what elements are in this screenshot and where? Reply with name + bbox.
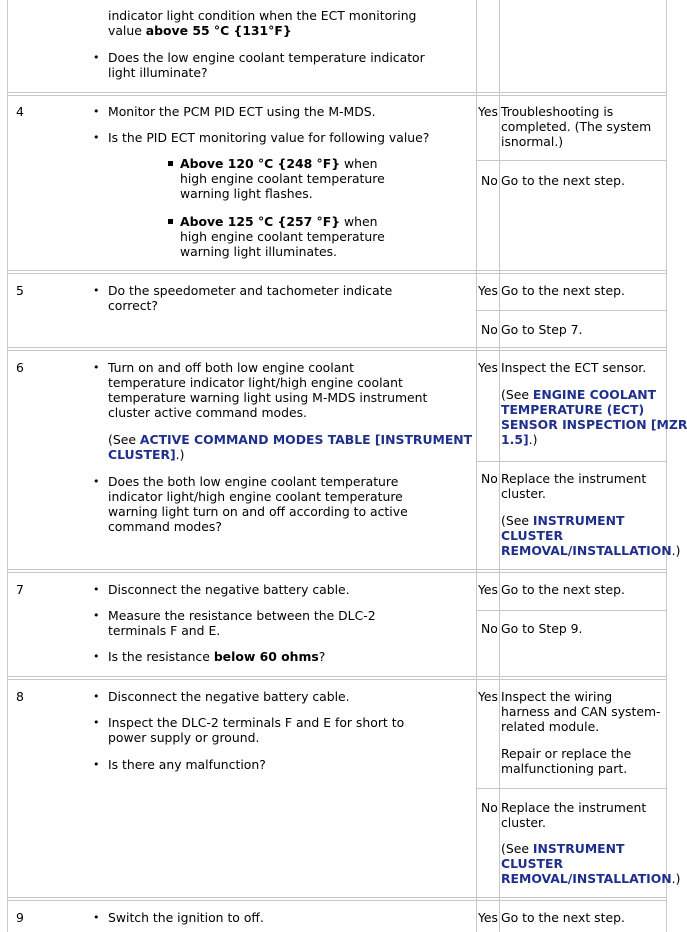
bullet-icon: • bbox=[93, 911, 100, 924]
condition-text-part: when bbox=[340, 214, 378, 229]
row-divider bbox=[7, 572, 667, 573]
square-bullet-icon bbox=[168, 161, 173, 166]
row-divider bbox=[476, 461, 667, 462]
reference-prefix: (See bbox=[501, 387, 533, 402]
table-border-yesno bbox=[499, 0, 500, 932]
step-number: 4 bbox=[16, 104, 24, 119]
instrument-cluster-removal-link[interactable]: REMOVAL/INSTALLATION bbox=[501, 543, 672, 558]
instrument-cluster-removal-link[interactable]: INSTRUMENT bbox=[532, 513, 625, 528]
reference-prefix: (See bbox=[108, 432, 140, 447]
yes-action-text: Go to the next step. bbox=[501, 910, 625, 925]
row-divider bbox=[7, 569, 667, 570]
instrument-cluster-removal-link[interactable]: CLUSTER bbox=[501, 856, 563, 871]
bullet-icon: • bbox=[93, 690, 100, 703]
yes-label: Yes bbox=[478, 689, 499, 704]
action-text: Switch the ignition to off. bbox=[108, 910, 264, 925]
yes-reference bbox=[501, 432, 537, 447]
condition-text: warning light illuminates. bbox=[180, 244, 337, 259]
square-bullet-icon bbox=[168, 219, 173, 224]
yes-action-text: Inspect the ECT sensor. bbox=[501, 360, 647, 375]
action-text: Measure the resistance between the DLC-2 bbox=[108, 608, 376, 623]
yes-reference bbox=[501, 387, 656, 402]
row-divider bbox=[476, 310, 667, 311]
yes-action-text: related module. bbox=[501, 719, 600, 734]
bullet-icon: • bbox=[93, 609, 100, 622]
yes-action-text: isnormal.) bbox=[501, 134, 564, 149]
yes-action-text: Go to the next step. bbox=[501, 283, 625, 298]
ect-sensor-inspection-link[interactable]: SENSOR INSPECTION [MZR bbox=[501, 417, 687, 432]
ect-sensor-inspection-link[interactable]: TEMPERATURE (ECT) bbox=[501, 402, 645, 417]
bullet-icon: • bbox=[93, 284, 100, 297]
bullet-icon: • bbox=[93, 716, 100, 729]
question-text: Is there any malfunction? bbox=[108, 757, 266, 772]
action-text: terminals F and E. bbox=[108, 623, 221, 638]
action-text: power supply or ground. bbox=[108, 730, 260, 745]
row-divider bbox=[7, 897, 667, 898]
yes-action-text: Troubleshooting is bbox=[501, 104, 614, 119]
question-text-part: Is the resistance bbox=[108, 649, 214, 664]
action-text: temperature indicator light/high engine coolant bbox=[108, 375, 403, 390]
row-divider bbox=[476, 160, 667, 161]
no-action-text: Replace the instrument bbox=[501, 471, 647, 486]
reference-suffix: .) bbox=[175, 447, 185, 462]
reference-prefix: (See bbox=[501, 841, 533, 856]
instrument-cluster-removal-link[interactable]: REMOVAL/INSTALLATION bbox=[501, 871, 672, 886]
reference-prefix: (See bbox=[501, 513, 533, 528]
reference-suffix: .) bbox=[671, 871, 681, 886]
bullet-icon: • bbox=[93, 361, 100, 374]
action-text bbox=[108, 23, 292, 38]
yes-label: Yes bbox=[478, 360, 499, 375]
active-command-modes-link[interactable]: CLUSTER] bbox=[108, 447, 176, 462]
action-text: indicator light condition when the ECT monitoring bbox=[108, 8, 417, 23]
reference-text bbox=[108, 447, 184, 462]
step-number: 5 bbox=[16, 283, 24, 298]
action-text: Disconnect the negative battery cable. bbox=[108, 582, 350, 597]
bullet-icon: • bbox=[93, 475, 100, 488]
row-divider bbox=[7, 350, 667, 351]
yes-action-text: completed. (The system bbox=[501, 119, 652, 134]
row-divider bbox=[7, 270, 667, 271]
row-divider bbox=[476, 788, 667, 789]
action-text-part: value bbox=[108, 23, 146, 38]
action-text: Disconnect the negative battery cable. bbox=[108, 689, 350, 704]
no-label: No bbox=[481, 471, 498, 486]
yes-action-text: malfunctioning part. bbox=[501, 761, 628, 776]
question-text: correct? bbox=[108, 298, 158, 313]
no-reference bbox=[501, 841, 624, 856]
condition-text bbox=[180, 156, 377, 171]
bullet-icon: • bbox=[93, 51, 100, 64]
row-divider bbox=[7, 273, 667, 274]
action-text: Monitor the PCM PID ECT using the M-MDS. bbox=[108, 104, 376, 119]
question-text: indicator light/high engine coolant temperature bbox=[108, 489, 403, 504]
row-divider bbox=[7, 679, 667, 680]
bullet-icon: • bbox=[93, 758, 100, 771]
condition-text: high engine coolant temperature bbox=[180, 171, 385, 186]
no-reference bbox=[501, 871, 680, 886]
yes-action-text: Repair or replace the bbox=[501, 746, 632, 761]
no-action-text: Go to Step 9. bbox=[501, 621, 583, 636]
condition-text-part: when bbox=[340, 156, 378, 171]
table-border-right bbox=[666, 0, 667, 932]
no-action-text: Go to the next step. bbox=[501, 173, 625, 188]
row-divider bbox=[7, 347, 667, 348]
action-text: temperature warning light using M-MDS instrument bbox=[108, 390, 428, 405]
row-divider bbox=[7, 92, 667, 93]
bullet-icon: • bbox=[93, 583, 100, 596]
no-label: No bbox=[481, 621, 498, 636]
question-value-bold: below 60 ohms bbox=[213, 649, 319, 664]
action-value-bold: above 55 °C {131°F} bbox=[145, 23, 292, 38]
ect-sensor-inspection-link[interactable]: 1.5] bbox=[501, 432, 529, 447]
no-reference bbox=[501, 543, 680, 558]
no-reference bbox=[501, 513, 624, 528]
condition-value-bold: Above 125 °C {257 °F} bbox=[180, 214, 341, 229]
bullet-icon: • bbox=[93, 650, 100, 663]
instrument-cluster-removal-link[interactable]: INSTRUMENT bbox=[532, 841, 625, 856]
reference-text bbox=[108, 432, 472, 447]
bullet-icon: • bbox=[93, 131, 100, 144]
yes-label: Yes bbox=[478, 283, 499, 298]
condition-text: warning light flashes. bbox=[180, 186, 313, 201]
yes-action-text: Inspect the wiring bbox=[501, 689, 613, 704]
bullet-icon: • bbox=[93, 105, 100, 118]
yes-action-text: harness and CAN system- bbox=[501, 704, 661, 719]
step-number: 8 bbox=[16, 689, 24, 704]
question-text bbox=[108, 649, 325, 664]
yes-label: Yes bbox=[478, 910, 499, 925]
reference-suffix: .) bbox=[671, 543, 681, 558]
question-text-part: ? bbox=[318, 649, 326, 664]
question-text: Does the both low engine coolant temperature bbox=[108, 474, 399, 489]
question-text: Does the low engine coolant temperature indicator bbox=[108, 50, 425, 65]
step-number: 6 bbox=[16, 360, 24, 375]
yes-label: Yes bbox=[478, 104, 499, 119]
condition-text: high engine coolant temperature bbox=[180, 229, 385, 244]
no-action-text: cluster. bbox=[501, 486, 546, 501]
no-action-text: Replace the instrument bbox=[501, 800, 647, 815]
no-action-text: Go to Step 7. bbox=[501, 322, 583, 337]
no-action-text: cluster. bbox=[501, 815, 546, 830]
no-label: No bbox=[481, 173, 498, 188]
question-text: Is the PID ECT monitoring value for following value? bbox=[108, 130, 430, 145]
row-divider bbox=[7, 900, 667, 901]
step-number: 7 bbox=[16, 582, 24, 597]
active-command-modes-link[interactable]: ACTIVE COMMAND MODES TABLE [INSTRUMENT bbox=[139, 432, 473, 447]
row-divider bbox=[476, 610, 667, 611]
table-border-mid bbox=[476, 0, 477, 932]
row-divider bbox=[7, 676, 667, 677]
question-text: light illuminate? bbox=[108, 65, 208, 80]
no-label: No bbox=[481, 800, 498, 815]
ect-sensor-inspection-link[interactable]: ENGINE COOLANT bbox=[532, 387, 657, 402]
question-text: warning light turn on and off according to active bbox=[108, 504, 408, 519]
step-number: 9 bbox=[16, 910, 24, 925]
action-text: Inspect the DLC-2 terminals F and E for short to bbox=[108, 715, 405, 730]
action-text: cluster active command modes. bbox=[108, 405, 307, 420]
table-border-left bbox=[7, 0, 8, 932]
row-divider bbox=[7, 95, 667, 96]
yes-label: Yes bbox=[478, 582, 499, 597]
reference-suffix: .) bbox=[528, 432, 538, 447]
no-label: No bbox=[481, 322, 498, 337]
yes-action-text: Go to the next step. bbox=[501, 582, 625, 597]
question-text: command modes? bbox=[108, 519, 222, 534]
condition-value-bold: Above 120 °C {248 °F} bbox=[180, 156, 341, 171]
question-text: Do the speedometer and tachometer indicate bbox=[108, 283, 393, 298]
condition-text bbox=[180, 214, 377, 229]
action-text: Turn on and off both low engine coolant bbox=[108, 360, 354, 375]
instrument-cluster-removal-link[interactable]: CLUSTER bbox=[501, 528, 563, 543]
